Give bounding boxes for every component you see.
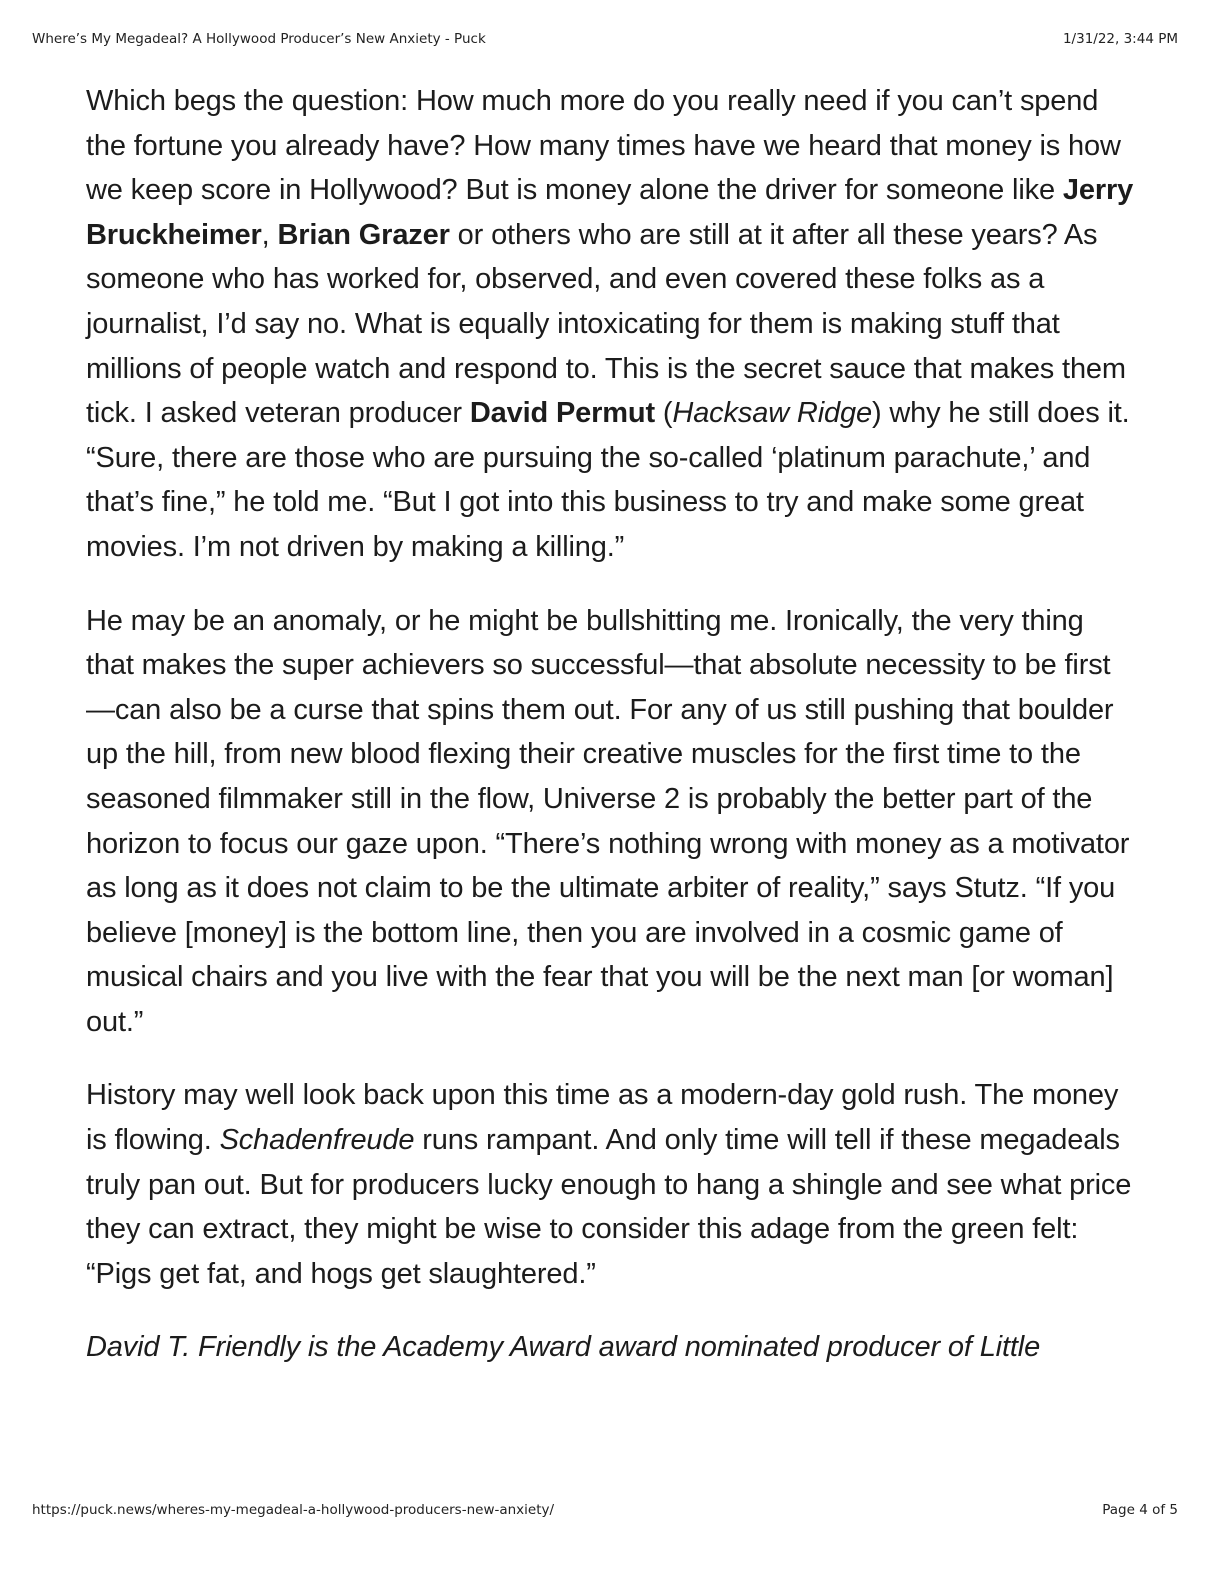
page-number: Page 4 of 5 — [1102, 1502, 1178, 1518]
paragraph-3 — [86, 1073, 1136, 1296]
text-run: or others who are still at it after all these years? As someone who has worked for, observed, and even covered these folks as a journalist, I’d say no. What is equally intoxicating for them is making stuff that millions of people watch and respond to. This is the secret sauce that makes them tick. I asked veteran producer — [86, 218, 1126, 430]
text-run: History may well look back upon this time as a modern-day gold rush. The money is flowing. — [86, 1079, 1119, 1157]
text-run: ) why he still does it. “Sure, there are those who are pursuing the so-called ‘platinum parachute,’ and that’s fine,” he told me. “But I got into this business to try and make some great movies. I’m not driven by making a killing.” — [86, 397, 1130, 563]
page-url: https://puck.news/wheres-my-megadeal-a-hollywood-producers-new-anxiety/ — [32, 1502, 555, 1518]
article-body — [86, 79, 1136, 1370]
author-bio: David T. Friendly is the Academy Award award nominated producer of Little — [86, 1331, 1041, 1364]
film-title-hacksaw-ridge: Hacksaw Ridge — [672, 397, 872, 430]
print-footer — [32, 1502, 1178, 1518]
name-jerry-bruckheimer: Jerry Bruckheimer — [86, 174, 1134, 251]
text-run: Which begs the question: How much more do you really need if you can’t spend the fortune you already have? How many times have we heard that money is how we keep score in Hollywood? But is money alone the driver for someone like — [86, 85, 1121, 207]
paragraph-1 — [86, 79, 1136, 570]
page-title: Where’s My Megadeal? A Hollywood Producer’s New Anxiety - Puck — [32, 31, 486, 47]
text-run: runs rampant. And only time will tell if these megadeals truly pan out. But for producers lucky enough to hang a shingle and see what price they can extract, they might be wise to consider this adage from the green felt: “Pigs get fat, and hogs get slaughtered.” — [86, 1124, 1132, 1290]
paragraph-2: He may be an anomaly, or he might be bullshitting me. Ironically, the very thing that makes the super achievers so successful—that absolute necessity to be first—can also be a curse that spins them out. For any of us still pushing that boulder up the hill, from new blood flexing their creative muscles for the first time to the seasoned filmmaker still in the flow, Universe 2 is probably the better part of the horizon to focus our gaze upon. “There’s nothing wrong with money as a motivator as long as it does not claim to be the ultimate arbiter of reality,” says Stutz. “If you believe [money] is the bottom line, then you are involved in a cosmic game of musical chairs and you live with the fear that you will be the next man [or woman] out.” — [86, 604, 1130, 1038]
term-schadenfreude: Schadenfreude — [219, 1124, 415, 1157]
name-brian-grazer: Brian Grazer — [277, 218, 450, 251]
print-timestamp: 1/31/22, 3:44 PM — [1062, 31, 1178, 47]
name-david-permut: David Permut — [469, 397, 655, 430]
text-run: ( — [654, 397, 673, 430]
print-header — [32, 31, 1178, 47]
text-run: , — [261, 218, 278, 251]
